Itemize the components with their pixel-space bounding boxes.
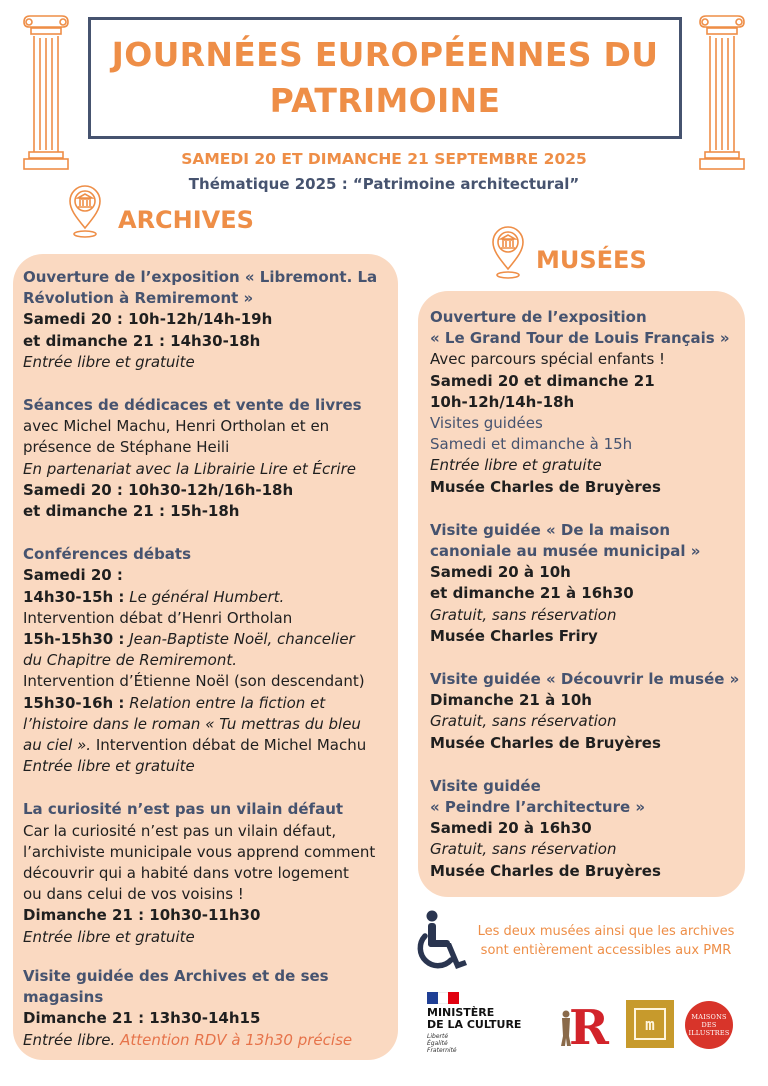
archives-expo-schedule: et dimanche 21 : 14h30-18h [23, 331, 261, 350]
curiosite-text: Car la curiosité n’est pas un vilain défaut, [23, 821, 337, 840]
archives-visite [23, 966, 398, 1051]
maisons-des-illustres-logo [685, 1001, 733, 1049]
archives-expo-schedule: Samedi 20 : 10h-12h/14h-19h [23, 310, 273, 329]
musees-peindre [430, 776, 745, 882]
slot-time: 14h30-15h : [23, 587, 125, 606]
peindre-place: Musée Charles de Bruyères [430, 861, 661, 880]
curiosite-note: Entrée libre et gratuite [23, 927, 195, 946]
remiremont-r-logo [556, 1000, 612, 1050]
musees-expo-heading: Ouverture de l’exposition [430, 308, 647, 326]
decouvrir-heading: Visite guidée « Découvrir le musée » [430, 670, 740, 689]
archives-expo-heading: Ouverture de l’exposition « Libremont. La [23, 268, 378, 286]
dedicaces-text: avec Michel Machu, Henri Ortholan et en [23, 417, 330, 436]
accessibility-text: sont entièrement accessibles aux PMR [480, 943, 732, 958]
decouvrir-schedule: Dimanche 21 à 10h [430, 691, 592, 710]
musees-expo-visits: Visites guidées [430, 414, 543, 433]
musees-expo-place: Musée Charles de Bruyères [430, 477, 661, 496]
decouvrir-note: Gratuit, sans réservation [430, 712, 617, 731]
slot-title: Le général Humbert. [129, 587, 285, 606]
dedicaces-schedule: et dimanche 21 : 15h-18h [23, 502, 240, 521]
slot-time: 15h-15h30 : [23, 630, 125, 649]
column-left-icon [20, 14, 72, 172]
accessibility-text: Les deux musées ainsi que les archives [477, 924, 735, 939]
musees-expo-text: Avec parcours spécial enfants ! [430, 350, 666, 369]
slot-speaker: Intervention d’Étienne Noël (son descendant) [23, 672, 365, 691]
visite-note: Entrée libre. [23, 1030, 116, 1049]
conferences-heading: Conférences débats [23, 545, 192, 564]
conferences-note: Entrée libre et gratuite [23, 757, 195, 776]
archives-expo-heading: Révolution à Remiremont » [23, 289, 254, 308]
dedicaces-text: présence de Stéphane Heili [23, 438, 230, 457]
location-pin-icon [489, 225, 527, 281]
archives-curiosite [23, 799, 398, 947]
republic-motto: Égalité [427, 1040, 448, 1047]
title-box [88, 17, 682, 139]
wheelchair-icon [415, 910, 469, 974]
maisons-text: DES [701, 1021, 717, 1029]
musees-expo-schedule: 10h-12h/14h-18h [430, 392, 575, 411]
archives-title: ARCHIVES [118, 206, 254, 234]
slot-title: au ciel ». [23, 736, 92, 755]
visite-heading: magasins [23, 988, 104, 1007]
column-right-icon [696, 14, 748, 172]
peindre-schedule: Samedi 20 à 16h30 [430, 819, 592, 838]
republic-motto: Fraternité [427, 1047, 457, 1054]
decouvrir-place: Musée Charles de Bruyères [430, 733, 661, 752]
ministere-text: DE LA CULTURE [427, 1018, 522, 1031]
curiosite-text: l’archiviste municipale vous apprend comment [23, 842, 376, 861]
dedicaces-heading: Séances de dédicaces et vente de livres [23, 396, 362, 415]
musees-expo-note: Entrée libre et gratuite [430, 456, 602, 475]
curiosite-heading: La curiosité n’est pas un vilain défaut [23, 800, 344, 819]
musee-m-logo [626, 1000, 674, 1048]
slot-title: l’histoire dans le roman « Tu mettras du bleu [23, 714, 361, 733]
slot-title: du Chapitre de Remiremont. [23, 651, 237, 670]
visite-heading: Visite guidée des Archives et de ses [23, 966, 329, 985]
musees-decouvrir [430, 669, 745, 754]
peindre-note: Gratuit, sans réservation [430, 840, 617, 859]
visite-alert: Attention RDV à 13h30 précise [120, 1030, 353, 1049]
archives-conferences [23, 544, 398, 777]
page-title-line-1: JOURNÉES EUROPÉENNES DU [111, 35, 659, 74]
republic-motto: Liberté [427, 1033, 449, 1040]
curiosite-schedule: Dimanche 21 : 10h30-11h30 [23, 906, 261, 925]
page-title-line-2: PATRIMOINE [269, 81, 501, 120]
musees-expo-heading: « Le Grand Tour de Louis Français » [430, 329, 730, 348]
slot-title: Relation entre la fiction et [129, 693, 326, 712]
conferences-day: Samedi 20 : [23, 566, 123, 585]
archives-expo [23, 267, 398, 373]
musees-expo-schedule: Samedi 20 et dimanche 21 [430, 371, 655, 390]
slot-title: Jean-Baptiste Noël, chancelier [129, 630, 355, 649]
location-pin-icon [66, 184, 104, 240]
maison-schedule: Samedi 20 à 10h [430, 563, 571, 582]
visite-schedule: Dimanche 21 : 13h30-14h15 [23, 1009, 261, 1028]
archives-dedicaces [23, 395, 398, 522]
musees-expo-visits: Samedi et dimanche à 15h [430, 435, 633, 454]
slot-time: 15h30-16h : [23, 693, 125, 712]
maison-heading: Visite guidée « De la maison [430, 520, 671, 539]
musees-title: MUSÉES [536, 246, 647, 274]
peindre-heading: Visite guidée [430, 776, 541, 795]
ministere-culture-logo [427, 992, 537, 1064]
slot-speaker: Intervention débat de Michel Machu [95, 736, 367, 755]
event-theme: Thématique 2025 : “Patrimoine architectural” [188, 175, 580, 193]
curiosite-text: ou dans celui de vos voisins ! [23, 885, 244, 904]
musees-card [418, 291, 745, 897]
maisons-text: MAISONS [691, 1013, 727, 1021]
french-flag-icon [427, 992, 459, 1004]
musee-m-letter: m [634, 1008, 666, 1040]
musees-expo [430, 307, 745, 498]
svg-text:R: R [569, 1000, 609, 1050]
maison-heading: canoniale au musée municipal » [430, 542, 701, 561]
curiosite-text: découvrir qui a habité dans votre logement [23, 864, 349, 883]
archives-card [13, 254, 398, 1060]
dedicaces-schedule: Samedi 20 : 10h30-12h/16h-18h [23, 480, 294, 499]
maisons-text: ILLUSTRES [688, 1029, 730, 1037]
archives-expo-note: Entrée libre et gratuite [23, 352, 195, 371]
maison-place: Musée Charles Friry [430, 626, 598, 645]
event-dates: SAMEDI 20 ET DIMANCHE 21 SEPTEMBRE 2025 [181, 150, 587, 168]
peindre-heading: « Peindre l’architecture » [430, 798, 646, 817]
musees-maison [430, 520, 745, 647]
maison-note: Gratuit, sans réservation [430, 605, 617, 624]
accessibility-notice [474, 922, 738, 960]
ministere-text: MINISTÈRE [427, 1006, 495, 1019]
maison-schedule: et dimanche 21 à 16h30 [430, 584, 634, 603]
dedicaces-partner: En partenariat avec la Librairie Lire et Écrire [23, 459, 356, 478]
slot-speaker: Intervention débat d’Henri Ortholan [23, 608, 293, 627]
